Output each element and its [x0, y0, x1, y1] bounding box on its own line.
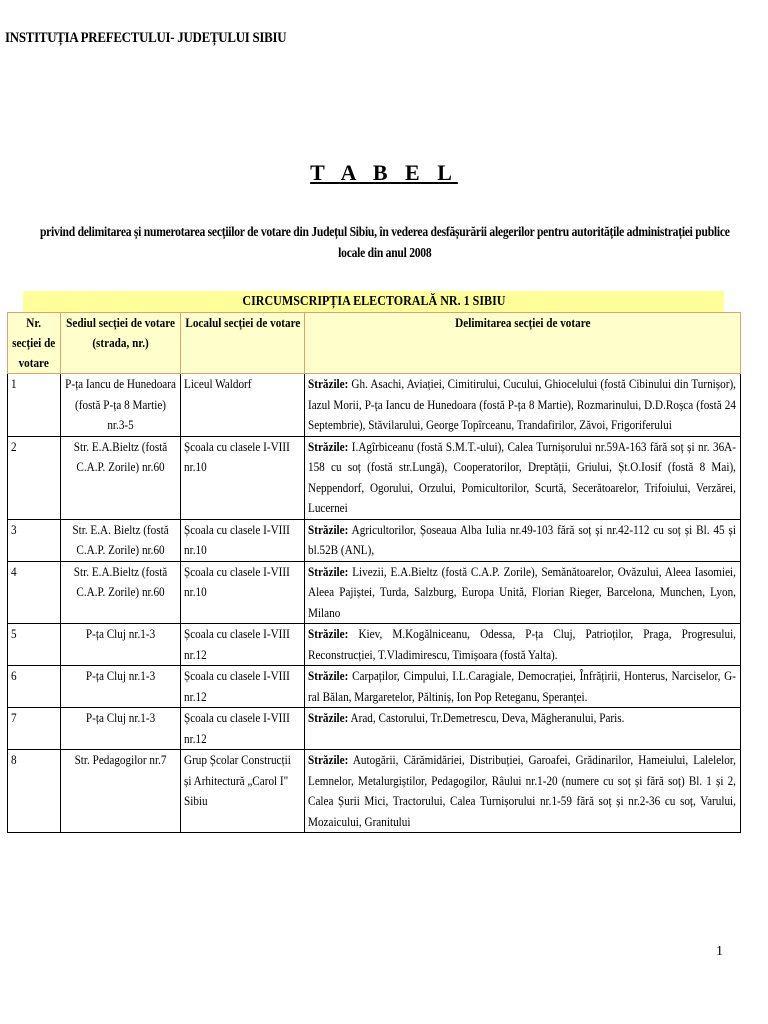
section-seat: Str. Pedagogilor nr.7 [61, 750, 181, 833]
section-venue: Școala cu clasele I-VIII nr.12 [181, 666, 305, 708]
header-seat: Sediul secției de votare (strada, nr.) [61, 313, 181, 374]
circumscription-label: CIRCUMSCRIPȚIA ELECTORALĂ NR. 1 SIBIU [241, 294, 506, 309]
table-row [8, 374, 741, 437]
streets-list: Gh. Asachi, Aviației, Cimitirului, Cucului, Ghiocelului (fostă Cibinului din Turnișor), Iazul Morii, P-ța Iancu de Hunedoara (fostă P-ța 8 Martie), Rozmarinului, D.D.Roșca (fostă 24 Septembrie), Stăvilarului, George Topîrceanu, Trandafirilor, Zăvoi, Frigoriferului [308, 376, 736, 432]
streets-label: Străzile: [308, 752, 349, 767]
table-row [8, 436, 741, 519]
section-venue: Școala cu clasele I-VIII nr.10 [181, 436, 305, 519]
streets-label: Străzile: [308, 710, 349, 725]
streets-list: Arad, Castorului, Tr.Demetrescu, Deva, Măgheranului, Paris. [350, 710, 625, 725]
section-delimitation [305, 666, 741, 708]
streets-label: Străzile: [308, 668, 349, 683]
streets-label: Străzile: [308, 521, 349, 537]
section-venue: Școala cu clasele I-VIII nr.10 [181, 519, 305, 561]
streets-list: Agricultorilor, Șoseaua Alba Iulia nr.49-103 fără soț și nr.42-112 cu soț și Bl. 45 și bl.52B (ANL), [308, 521, 736, 557]
section-delimitation [305, 750, 741, 833]
streets-label: Străzile: [308, 438, 349, 454]
section-number: 5 [8, 624, 61, 666]
table-row [8, 750, 741, 833]
subtitle-text: privind delimitarea și numerotarea secțiilor de votare din Județul Sibiu, în vederea desfășurării alegerilor pentru autoritățile administrației publice locale din anul 2008 [40, 224, 730, 260]
section-number: 3 [8, 519, 61, 561]
section-delimitation [305, 519, 741, 561]
section-number: 7 [8, 708, 61, 750]
institution-header: INSTITUȚIA PREFECTULUI- JUDEȚULUI SIBIU [5, 30, 287, 46]
table-row [8, 708, 741, 750]
section-delimitation [305, 374, 741, 437]
section-seat: P-ța Cluj nr.1-3 [61, 624, 181, 666]
section-venue: Școala cu clasele I-VIII nr.10 [181, 561, 305, 624]
streets-list: Carpaților, Cimpului, I.L.Caragiale, Democrației, Înfrățirii, Honterus, Narciselor, G-ral Bălan, Margaretelor, Păltiniș, Ion Pop Reteganu, Speranței. [308, 668, 736, 704]
section-seat: Str. E.A. Bieltz (fostă C.A.P. Zorile) nr.60 [61, 519, 181, 561]
section-seat: P-ța Cluj nr.1-3 [61, 666, 181, 708]
circumscription-banner [23, 291, 724, 312]
document-subtitle [30, 221, 740, 263]
voting-sections-table [7, 312, 741, 833]
streets-label: Străzile: [308, 626, 349, 641]
section-seat: Str. E.A.Bieltz (fostă C.A.P. Zorile) nr.60 [61, 561, 181, 624]
page-number: 1 [716, 944, 723, 959]
table-row [8, 561, 741, 624]
section-venue: Școala cu clasele I-VIII nr.12 [181, 624, 305, 666]
streets-label: Străzile: [308, 376, 349, 391]
streets-list: Livezii, E.A.Bieltz (fostă C.A.P. Zorile), Semănătoarelor, Ovăzului, Aleea Iasomiei, Aleea Pajiștei, Turda, Salzburg, Europa Unită, Florian Rieger, Barcelona, Munchen, Lyon, Milano [308, 563, 736, 620]
streets-list: Autogării, Cărămidăriei, Distribuției, Garoafei, Grădinarilor, Hameiului, Lalelelor, Lemnelor, Metalurgiștilor, Pedagogilor, Râului nr.1-20 (numere cu soț și fără soț) Bl. 1 și 2, Calea Șurii Mici, Tractorului, Calea Turnișorului nr.1-59 fără soț și nr.2-36 cu soț, Varului, Mozaicului, Granitului [308, 752, 736, 829]
table-header-row [8, 313, 741, 374]
section-number: 6 [8, 666, 61, 708]
section-delimitation [305, 708, 741, 750]
section-seat: P-ța Cluj nr.1-3 [61, 708, 181, 750]
header-venue: Localul secției de votare [181, 313, 305, 374]
header-number: Nr. secției de votare [8, 313, 61, 374]
streets-list: Kiev, M.Kogălniceanu, Odessa, P-ța Cluj, Patrioților, Praga, Progresului, Reconstrucției, T.Vladimirescu, Timișoara (fostă Yalta). [308, 626, 736, 662]
section-venue: Liceul Waldorf [181, 374, 305, 437]
table-row [8, 624, 741, 666]
section-number: 1 [8, 374, 61, 437]
section-delimitation [305, 436, 741, 519]
header-delimitation: Delimitarea secției de votare [305, 313, 741, 374]
section-delimitation [305, 561, 741, 624]
table-row [8, 666, 741, 708]
section-venue: Școala cu clasele I-VIII nr.12 [181, 708, 305, 750]
section-number: 8 [8, 750, 61, 833]
section-number: 4 [8, 561, 61, 624]
section-delimitation [305, 624, 741, 666]
section-number: 2 [8, 436, 61, 519]
streets-list: I.Agîrbiceanu (fostă S.M.T.-ului), Calea Turnișorului nr.59A-163 fără soț și nr. 36A-158 cu soț (fostă str.Lungă), Cooperatorilor, Dreptății, Griului, Șt.O.Iosif (fostă 8 Mai), Neppendorf, Ogorului, Orzului, Pomicultorilor, Scurtă, Secerătoarelor, Trifoiului, Verzărei, Lucernei [308, 438, 736, 515]
document-title: T A B E L [310, 160, 458, 185]
section-seat: P-ța Iancu de Hunedoara (fostă P-ța 8 Martie) nr.3-5 [61, 374, 181, 437]
table-row [8, 519, 741, 561]
streets-label: Străzile: [308, 563, 349, 579]
section-venue: Grup Școlar Construcții și Arhitectură „Carol I" Sibiu [181, 750, 305, 833]
section-seat: Str. E.A.Bieltz (fostă C.A.P. Zorile) nr.60 [61, 436, 181, 519]
